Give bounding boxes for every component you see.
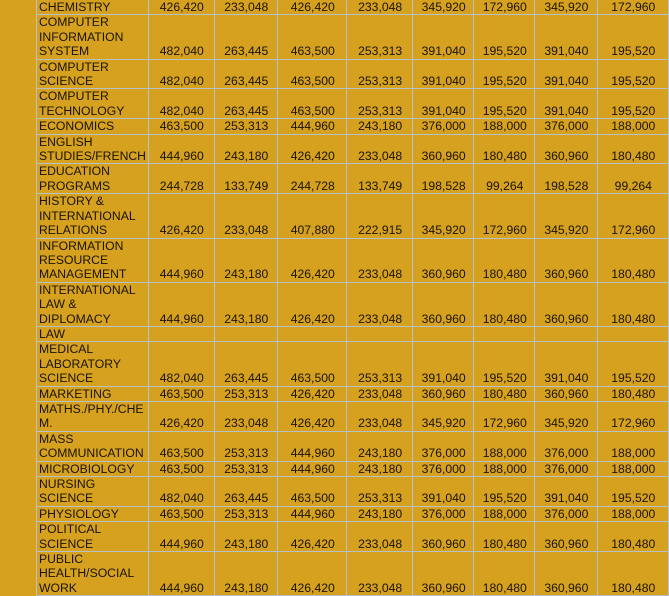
fee-value-cell: 180,480 — [474, 134, 535, 164]
program-name-line: INFORMATION — [39, 29, 124, 44]
fee-value-cell: 444,960 — [278, 461, 347, 476]
fee-value-cell: 345,920 — [412, 0, 474, 15]
program-name-line: INTERNATIONAL — [39, 282, 136, 297]
table-row — [37, 194, 669, 238]
fee-value-cell: 253,313 — [214, 119, 278, 134]
program-name-line: RELATIONS — [39, 223, 108, 238]
program-name-line: NURSING SCIENCE — [39, 477, 96, 506]
fee-value-cell: 172,960 — [474, 0, 535, 15]
program-name-line: HISTORY & — [39, 194, 105, 209]
fee-value-cell: 263,445 — [214, 89, 278, 119]
table-row — [37, 461, 669, 476]
fee-value-cell: 133,749 — [214, 164, 278, 194]
fee-value-cell: 482,040 — [149, 59, 214, 89]
fee-value-cell: 376,000 — [535, 119, 598, 134]
fee-value-cell: 233,048 — [347, 0, 412, 15]
fee-value-cell: 180,480 — [474, 386, 535, 401]
fee-value-cell: 444,960 — [278, 119, 347, 134]
program-name-line: SYSTEM — [39, 44, 90, 59]
program-name-line: LAW & DIPLOMACY — [39, 297, 111, 326]
fee-value-cell: 233,048 — [214, 194, 278, 238]
fee-value-cell: 180,480 — [474, 238, 535, 282]
fee-value-cell: 253,313 — [214, 386, 278, 401]
fee-value-cell — [214, 326, 278, 341]
fee-value-cell: 188,000 — [597, 506, 668, 521]
fee-value-cell: 391,040 — [412, 342, 474, 386]
fee-value-cell: 233,048 — [347, 282, 412, 326]
fee-value-cell: 360,960 — [535, 552, 598, 596]
program-name-line: SCIENCE — [39, 74, 94, 89]
program-name-line: RESOURCE — [39, 252, 109, 267]
fee-value-cell: 391,040 — [535, 477, 598, 507]
fee-value-cell: 444,960 — [149, 522, 214, 552]
program-name-cell — [37, 477, 149, 507]
fee-value-cell: 376,000 — [535, 461, 598, 476]
table-row — [37, 506, 669, 521]
fee-value-cell: 426,420 — [278, 386, 347, 401]
program-name-line: PUBLIC — [39, 552, 84, 567]
fee-value-cell: 463,500 — [149, 431, 214, 461]
fee-value-cell: 426,420 — [278, 134, 347, 164]
program-name-line: COMPUTER — [39, 15, 109, 30]
fee-value-cell: 345,920 — [535, 401, 598, 431]
fee-value-cell: 188,000 — [597, 431, 668, 461]
fee-value-cell: 391,040 — [535, 15, 598, 59]
table-row — [37, 477, 669, 507]
fee-value-cell: 426,420 — [278, 0, 347, 15]
fee-value-cell: 188,000 — [597, 461, 668, 476]
fee-value-cell: 180,480 — [597, 552, 668, 596]
fee-value-cell: 360,960 — [412, 238, 474, 282]
fee-value-cell: 376,000 — [535, 506, 598, 521]
fee-value-cell: 198,528 — [535, 164, 598, 194]
fee-value-cell: 360,960 — [412, 134, 474, 164]
fee-value-cell: 233,048 — [214, 401, 278, 431]
fee-value-cell: 391,040 — [412, 89, 474, 119]
fee-value-cell: 463,500 — [278, 342, 347, 386]
fee-value-cell: 407,880 — [278, 194, 347, 238]
fee-value-cell: 263,445 — [214, 477, 278, 507]
fee-value-cell: 444,960 — [149, 134, 214, 164]
fee-value-cell: 253,313 — [214, 461, 278, 476]
fee-value-cell: 243,180 — [347, 431, 412, 461]
fee-value-cell: 482,040 — [149, 15, 214, 59]
fee-value-cell — [149, 326, 214, 341]
program-name-cell — [37, 506, 149, 521]
fee-value-cell: 253,313 — [347, 89, 412, 119]
fee-value-cell: 360,960 — [535, 238, 598, 282]
fee-value-cell: 376,000 — [412, 431, 474, 461]
fee-value-cell: 244,728 — [149, 164, 214, 194]
program-name-cell — [37, 134, 149, 164]
fee-value-cell: 444,960 — [278, 431, 347, 461]
program-name-line: WORK — [39, 580, 77, 595]
table-row — [37, 119, 669, 134]
fee-value-cell: 426,420 — [278, 522, 347, 552]
program-name-line: MASS — [39, 431, 74, 446]
fee-value-cell: 463,500 — [149, 386, 214, 401]
table-row — [37, 342, 669, 386]
table-row — [37, 164, 669, 194]
fee-value-cell: 444,960 — [278, 506, 347, 521]
fee-value-cell: 391,040 — [535, 342, 598, 386]
fee-value-cell: 463,500 — [278, 59, 347, 89]
program-name-line: HEALTH/SOCIAL — [39, 566, 135, 581]
fee-value-cell: 426,420 — [149, 401, 214, 431]
fee-value-cell: 360,960 — [412, 552, 474, 596]
fee-value-cell: 345,920 — [535, 194, 598, 238]
program-name-line: TECHNOLOGY — [39, 103, 125, 118]
program-name-line: MEDICAL — [39, 342, 94, 357]
fee-value-cell: 243,180 — [214, 522, 278, 552]
fee-value-cell: 426,420 — [149, 0, 214, 15]
program-name-line: INFORMATION — [39, 238, 124, 253]
fee-value-cell: 233,048 — [347, 238, 412, 282]
fee-value-cell: 243,180 — [214, 282, 278, 326]
fee-value-cell: 99,264 — [474, 164, 535, 194]
fee-value-cell: 243,180 — [214, 552, 278, 596]
program-name-cell — [37, 194, 149, 238]
program-name-line: ENGLISH — [39, 134, 93, 149]
fee-value-cell: 172,960 — [597, 401, 668, 431]
program-name-cell — [37, 326, 149, 341]
fee-value-cell: 253,313 — [347, 59, 412, 89]
fee-value-cell: 195,520 — [597, 59, 668, 89]
fees-table-body — [37, 0, 669, 596]
fee-value-cell: 195,520 — [597, 342, 668, 386]
program-name-line: PHYSIOLOGY — [39, 506, 119, 521]
fee-value-cell: 391,040 — [535, 89, 598, 119]
fee-value-cell: 180,480 — [474, 552, 535, 596]
fee-value-cell: 233,048 — [214, 0, 278, 15]
program-name-line: CHEMISTRY — [39, 0, 111, 14]
program-name-line: MICROBIOLOGY — [39, 461, 135, 476]
fee-value-cell: 195,520 — [597, 477, 668, 507]
fee-value-cell: 180,480 — [474, 282, 535, 326]
fee-value-cell: 180,480 — [597, 134, 668, 164]
program-name-line: MATHS./PHY./CHEM. — [39, 401, 144, 431]
table-row — [37, 282, 669, 326]
fee-value-cell: 482,040 — [149, 477, 214, 507]
program-name-cell — [37, 59, 149, 89]
fee-value-cell: 99,264 — [597, 164, 668, 194]
fee-value-cell: 463,500 — [278, 89, 347, 119]
program-name-line: POLITICAL SCIENCE — [39, 522, 101, 551]
fee-value-cell: 180,480 — [597, 522, 668, 552]
program-name-cell — [37, 89, 149, 119]
table-row — [37, 134, 669, 164]
fee-value-cell: 233,048 — [347, 401, 412, 431]
fee-value-cell: 345,920 — [412, 194, 474, 238]
program-name-line: MANAGEMENT — [39, 267, 127, 282]
fee-value-cell: 376,000 — [535, 431, 598, 461]
fee-value-cell: 444,960 — [149, 282, 214, 326]
fees-table — [36, 0, 669, 596]
fee-value-cell: 482,040 — [149, 342, 214, 386]
fee-value-cell: 188,000 — [597, 119, 668, 134]
fee-value-cell: 426,420 — [278, 238, 347, 282]
fee-value-cell: 376,000 — [412, 119, 474, 134]
fee-value-cell: 195,520 — [474, 89, 535, 119]
fee-value-cell: 360,960 — [535, 386, 598, 401]
table-row — [37, 401, 669, 431]
fee-value-cell: 360,960 — [412, 386, 474, 401]
fee-value-cell — [278, 326, 347, 341]
fee-value-cell: 253,313 — [347, 15, 412, 59]
program-name-line: INTERNATIONAL — [39, 208, 136, 223]
fee-value-cell: 233,048 — [347, 134, 412, 164]
fee-value-cell: 195,520 — [597, 15, 668, 59]
fee-value-cell: 263,445 — [214, 59, 278, 89]
fee-value-cell: 222,915 — [347, 194, 412, 238]
program-name-line: COMMUNICATION — [39, 446, 144, 461]
fee-value-cell: 172,960 — [597, 0, 668, 15]
fee-value-cell: 463,500 — [278, 477, 347, 507]
fee-value-cell: 391,040 — [412, 477, 474, 507]
table-row — [37, 552, 669, 596]
table-row — [37, 238, 669, 282]
program-name-cell — [37, 386, 149, 401]
fee-value-cell: 345,920 — [412, 401, 474, 431]
fee-value-cell — [347, 326, 412, 341]
fee-value-cell: 243,180 — [347, 506, 412, 521]
fee-value-cell: 172,960 — [597, 194, 668, 238]
table-row — [37, 15, 669, 59]
fee-value-cell: 243,180 — [214, 238, 278, 282]
fee-value-cell: 180,480 — [474, 522, 535, 552]
fee-value-cell — [535, 326, 598, 341]
fee-value-cell: 463,500 — [149, 506, 214, 521]
fee-value-cell: 233,048 — [347, 522, 412, 552]
fee-value-cell: 463,500 — [149, 461, 214, 476]
program-name-cell — [37, 552, 149, 596]
fee-value-cell: 360,960 — [535, 522, 598, 552]
program-name-cell — [37, 282, 149, 326]
program-name-line: MARKETING — [39, 386, 112, 401]
fee-value-cell: 426,420 — [278, 552, 347, 596]
fee-value-cell: 180,480 — [597, 282, 668, 326]
fee-value-cell: 345,920 — [535, 0, 598, 15]
fee-value-cell: 172,960 — [474, 194, 535, 238]
program-name-line: LAW — [39, 326, 65, 341]
fee-value-cell: 195,520 — [474, 342, 535, 386]
fee-value-cell: 244,728 — [278, 164, 347, 194]
fee-value-cell: 263,445 — [214, 15, 278, 59]
program-name-cell — [37, 238, 149, 282]
fee-value-cell: 188,000 — [474, 506, 535, 521]
fee-value-cell: 444,960 — [149, 552, 214, 596]
fee-value-cell: 180,480 — [597, 386, 668, 401]
fee-value-cell: 376,000 — [412, 461, 474, 476]
fee-value-cell: 360,960 — [535, 282, 598, 326]
fee-value-cell: 243,180 — [214, 134, 278, 164]
fee-value-cell: 463,500 — [278, 15, 347, 59]
fee-value-cell: 463,500 — [149, 119, 214, 134]
fee-value-cell: 253,313 — [347, 477, 412, 507]
table-row — [37, 0, 669, 15]
fee-value-cell: 198,528 — [412, 164, 474, 194]
fee-value-cell: 253,313 — [214, 431, 278, 461]
program-name-cell — [37, 461, 149, 476]
program-name-line: SCIENCE — [39, 371, 94, 386]
program-name-cell — [37, 342, 149, 386]
fee-value-cell: 172,960 — [474, 401, 535, 431]
table-row — [37, 386, 669, 401]
fee-value-cell: 253,313 — [214, 506, 278, 521]
program-name-cell — [37, 15, 149, 59]
program-name-line: LABORATORY — [39, 356, 121, 371]
fee-value-cell: 391,040 — [412, 59, 474, 89]
fee-value-cell: 391,040 — [412, 15, 474, 59]
fee-value-cell: 426,420 — [278, 401, 347, 431]
program-name-cell — [37, 431, 149, 461]
fee-value-cell: 360,960 — [412, 282, 474, 326]
fee-value-cell: 188,000 — [474, 461, 535, 476]
fee-value-cell: 253,313 — [347, 342, 412, 386]
fee-value-cell: 376,000 — [412, 506, 474, 521]
fee-value-cell: 243,180 — [347, 119, 412, 134]
program-name-cell — [37, 164, 149, 194]
fee-value-cell: 243,180 — [347, 461, 412, 476]
table-row — [37, 522, 669, 552]
fee-value-cell: 195,520 — [597, 89, 668, 119]
program-name-line: EDUCATION — [39, 164, 110, 179]
fee-value-cell: 195,520 — [474, 59, 535, 89]
program-name-cell — [37, 119, 149, 134]
fee-value-cell: 180,480 — [597, 238, 668, 282]
fee-value-cell — [474, 326, 535, 341]
fee-value-cell: 233,048 — [347, 552, 412, 596]
fee-value-cell: 233,048 — [347, 386, 412, 401]
table-row — [37, 431, 669, 461]
fee-value-cell — [412, 326, 474, 341]
fee-value-cell: 444,960 — [149, 238, 214, 282]
program-name-line: STUDIES/FRENCH — [39, 149, 146, 164]
fee-value-cell: 426,420 — [149, 194, 214, 238]
table-row — [37, 59, 669, 89]
fee-value-cell: 133,749 — [347, 164, 412, 194]
program-name-cell — [37, 401, 149, 431]
program-name-cell — [37, 0, 149, 15]
fee-value-cell: 482,040 — [149, 89, 214, 119]
fee-value-cell: 360,960 — [412, 522, 474, 552]
fee-value-cell: 391,040 — [535, 59, 598, 89]
table-row — [37, 326, 669, 341]
program-name-line: COMPUTER — [39, 89, 109, 104]
fee-value-cell — [597, 326, 668, 341]
program-name-line: PROGRAMS — [39, 178, 111, 193]
fee-value-cell: 188,000 — [474, 119, 535, 134]
fee-value-cell: 195,520 — [474, 477, 535, 507]
program-name-line: COMPUTER — [39, 59, 109, 74]
table-row — [37, 89, 669, 119]
fee-value-cell: 195,520 — [474, 15, 535, 59]
program-name-line: ECONOMICS — [39, 119, 115, 134]
fee-value-cell: 426,420 — [278, 282, 347, 326]
fee-value-cell: 188,000 — [474, 431, 535, 461]
fee-value-cell: 263,445 — [214, 342, 278, 386]
fee-value-cell: 360,960 — [535, 134, 598, 164]
program-name-cell — [37, 522, 149, 552]
